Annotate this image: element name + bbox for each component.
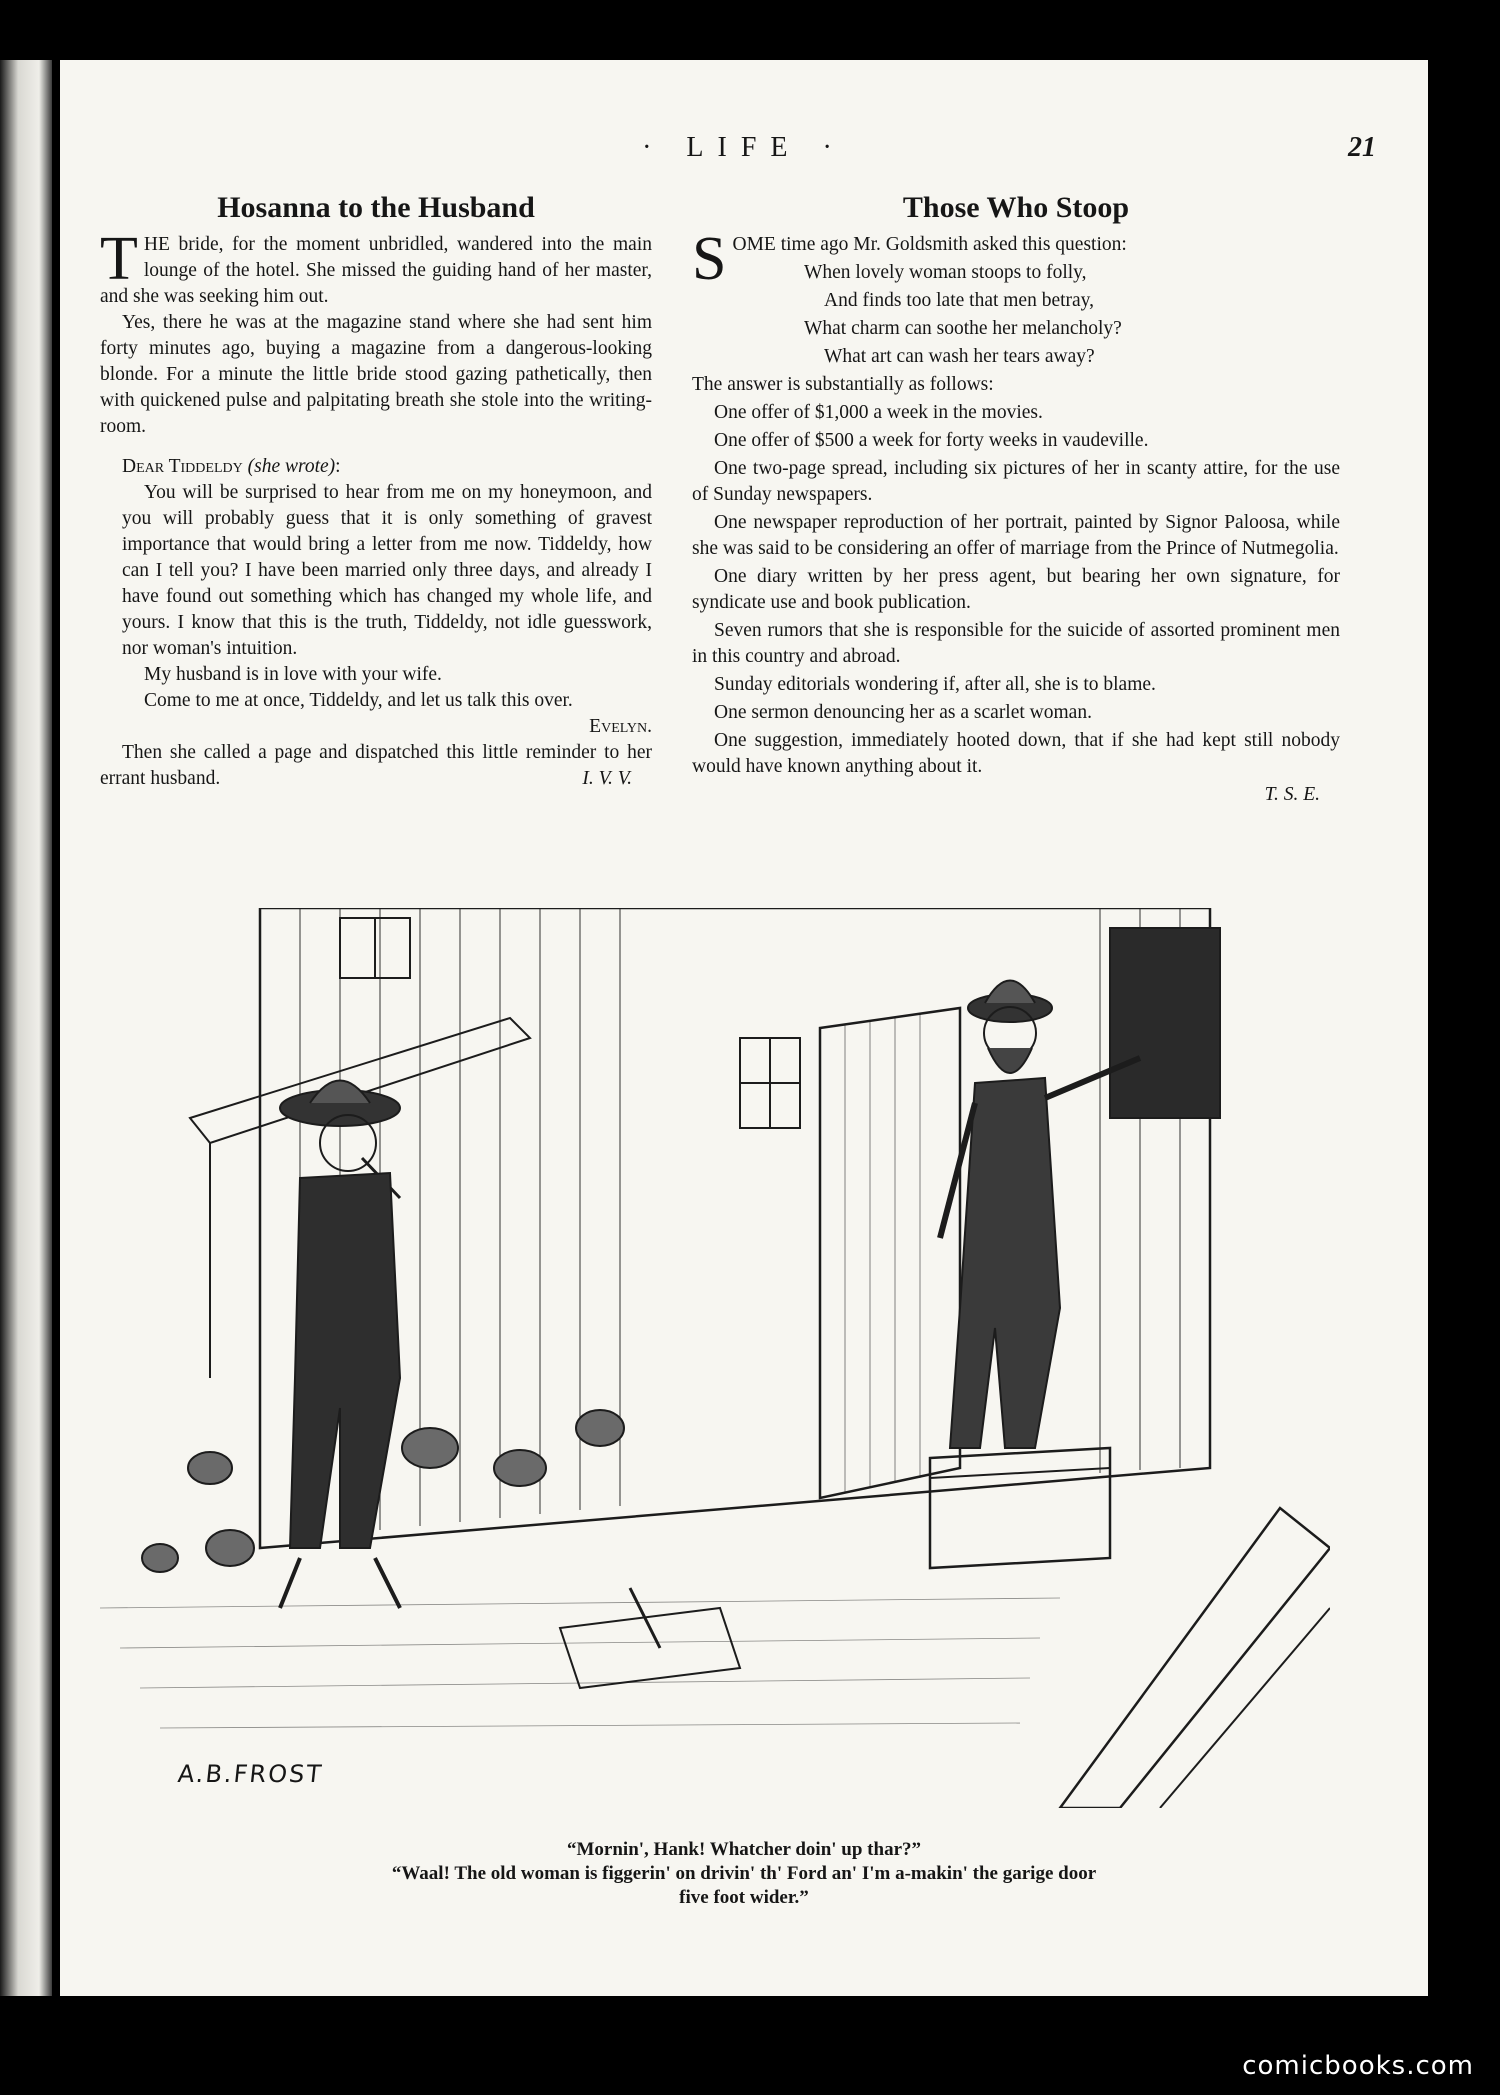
letter-paragraph: My husband is in love with your wife.	[144, 664, 442, 685]
magazine-title: · LIFE ·	[642, 132, 846, 163]
page-number: 21	[1348, 132, 1376, 163]
adjacent-page-edge	[0, 60, 52, 1996]
answer-intro: The answer is substantially as follows:	[692, 374, 994, 395]
drop-cap: T	[100, 225, 138, 293]
intro-text: OME time ago Mr. Goldsmith asked this question:	[732, 234, 1127, 255]
salutation-note: (she wrote)	[247, 456, 336, 477]
answer-item: Seven rumors that she is responsible for the suicide of assorted prominent men in this country and abroad.	[692, 620, 1340, 667]
intro-text: HE bride, for the moment unbridled, wandered into the main lounge of the hotel. She missed the guiding hand of her master, and she was seeking him out.	[100, 234, 652, 307]
salutation-name: Dear Tiddeldy	[122, 456, 243, 477]
drop-cap: S	[692, 225, 727, 293]
article-those-who-stoop	[692, 190, 1340, 808]
magazine-page	[60, 60, 1428, 1996]
letter-paragraph	[122, 688, 652, 737]
answer-item: One two-page spread, including six pictures of her in scanty attire, for the use of Sunday newspapers.	[692, 458, 1340, 505]
page-header	[60, 132, 1428, 172]
letter-closing-text: Come to me at once, Tiddeldy, and let us talk this over.	[144, 690, 573, 711]
verse-line: And finds too late that men betray,	[824, 290, 1095, 311]
letter-salutation	[122, 454, 652, 480]
answer-item: One diary written by her press agent, but bearing her own signature, for syndicate use and book publication.	[692, 566, 1340, 613]
verse-line: What charm can soothe her melancholy?	[804, 318, 1122, 339]
answer-item: One suggestion, immediately hooted down, that if she had kept still nobody would have known anything about it.	[692, 730, 1340, 777]
verse-line: When lovely woman stoops to folly,	[804, 262, 1087, 283]
answer-item: One sermon denouncing her as a scarlet woman.	[714, 702, 1092, 723]
farmyard-cartoon-illustration	[100, 908, 1330, 1808]
letter-paragraph: You will be surprised to hear from me on my honeymoon, and you will probably guess that it is only something of gravest importance that would bring a letter from me now. Tiddeldy, how can I tell you? I have been married only three days, and already I have found out something which has changed my whole life, and yours. I know that this is the truth, Tiddeldy, not idle guesswork, nor woman's intuition.	[122, 482, 652, 659]
caption-line: five foot wider.”	[679, 1887, 809, 1908]
article-hosanna	[100, 190, 652, 792]
artist-signature: A.B.FROST	[176, 1760, 325, 1788]
article-title: Those Who Stoop	[902, 191, 1130, 224]
answer-item: One newspaper reproduction of her portrait, painted by Signor Paloosa, while she was said to be considering an offer of marriage from the Prince of Nutmegolia.	[692, 512, 1340, 559]
answer-item: Sunday editorials wondering if, after all, she is to blame.	[714, 674, 1156, 695]
article-intro	[100, 225, 652, 310]
goldsmith-verse	[692, 260, 1340, 370]
salutation-end: :	[335, 456, 341, 477]
site-watermark: comicbooks.com	[1242, 2051, 1474, 2081]
article-title: Hosanna to the Husband	[217, 191, 535, 224]
article-paragraph: Yes, there he was at the magazine stand where she had sent him forty minutes ago, buying a magazine from a dangerous-looking blonde. For a minute the little bride stood gazing pathetically, then with quickened pulse and palpitating breath she stole into the writing-room.	[100, 312, 652, 437]
caption-line: “Waal! The old woman is figgerin' on drivin' th' Ford an' I'm a-makin' the garige door	[391, 1863, 1097, 1884]
answer-item: One offer of $500 a week for forty weeks in vaudeville.	[714, 430, 1149, 451]
closing-text: Then she called a page and dispatched this little reminder to her errant husband.	[100, 742, 652, 789]
letter-signature: Evelyn.	[589, 716, 652, 737]
article-byline: I. V. V.	[582, 768, 632, 789]
article-byline: T. S. E.	[1264, 784, 1320, 805]
caption-line: “Mornin', Hank! Whatcher doin' up thar?”	[566, 1839, 922, 1860]
answer-item: One offer of $1,000 a week in the movies.	[714, 402, 1043, 423]
verse-line: What art can wash her tears away?	[824, 346, 1095, 367]
cartoon-caption	[60, 1838, 1428, 1910]
letter-block	[122, 454, 652, 737]
